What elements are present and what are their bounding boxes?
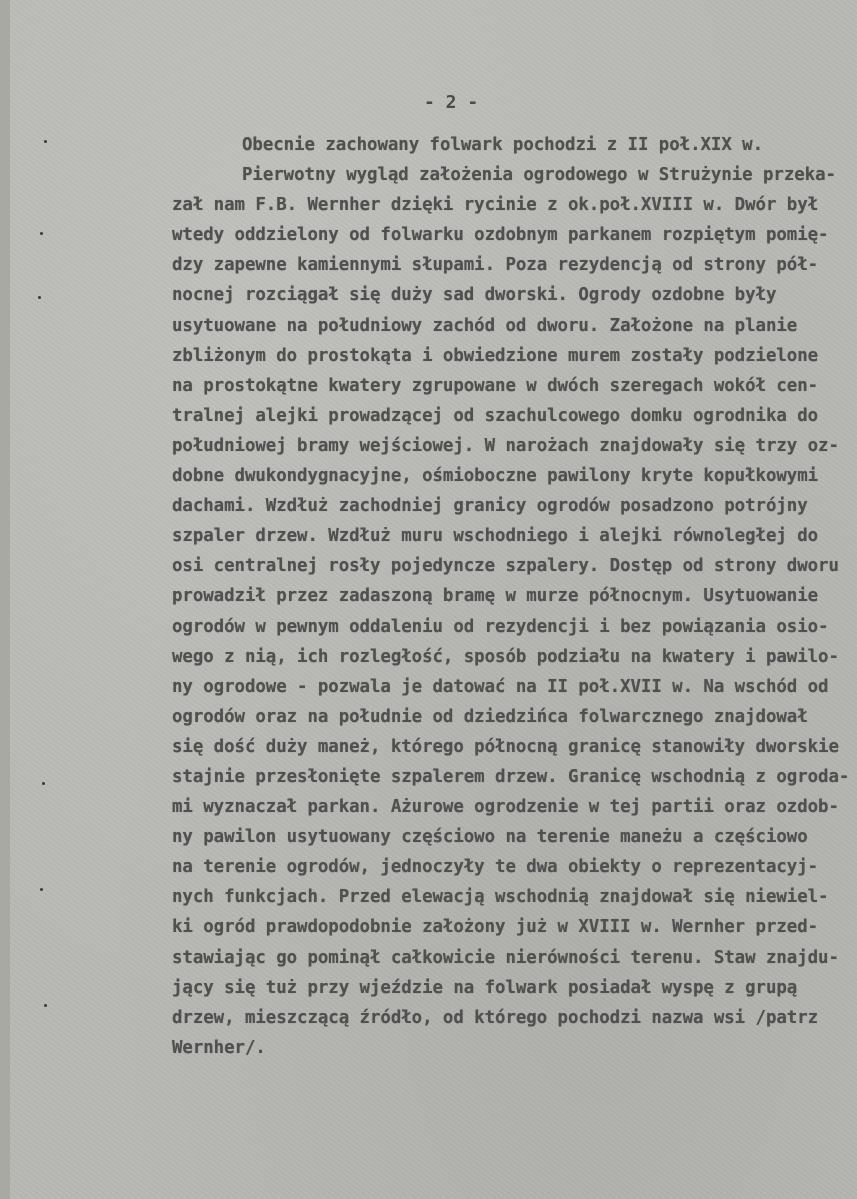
- text-line: Pierwotny wygląd założenia ogrodowego w Strużynie przeka-: [242, 165, 836, 186]
- page-number: - 2 -: [424, 92, 479, 113]
- text-line: południowej bramy wejściowej. W narożach znajdowały się trzy oz-: [172, 435, 839, 456]
- text-line: osi centralnej rosły pojedyncze szpalery. Dostęp od strony dworu: [172, 556, 839, 577]
- text-line: ogrodów oraz na południe od dziedzińca folwarcznego znajdował: [172, 706, 808, 727]
- text-line: na terenie ogrodów, jednoczyły te dwa obiekty o reprezentacyj-: [172, 857, 819, 878]
- text-line: jący się tuż przy wjeździe na folwark posiadał wyspę z grupą: [172, 977, 798, 998]
- text-line: szpaler drzew. Wzdłuż muru wschodniego i alejki równoległej do: [172, 526, 819, 547]
- text-line: dachami. Wzdłuż zachodniej granicy ogrodów posadzono potrójny: [172, 496, 808, 517]
- text-line: stajnie przesłonięte szpalerem drzew. Granicę wschodnią z ogroda-: [172, 766, 850, 787]
- text-line: mi wyznaczał parkan. Ażurowe ogrodzenie w tej partii oraz ozdob-: [172, 797, 839, 818]
- text-line: nych funkcjach. Przed elewacją wschodnią znajdował się niewiel-: [172, 887, 829, 908]
- text-line: ki ogród prawdopodobnie założony już w XVIII w. Wernher przed-: [172, 917, 819, 938]
- text-line: Obecnie zachowany folwark pochodzi z II poł.XIX w.: [242, 135, 764, 155]
- margin-mark: [44, 140, 47, 143]
- text-line: się dość duży maneż, którego północną granicę stanowiły dworskie: [172, 736, 839, 757]
- margin-mark: [40, 888, 43, 891]
- paper-edge: [0, 0, 10, 1199]
- text-line: na prostokątne kwatery zgrupowane w dwóch szeregach wokół cen-: [172, 375, 819, 396]
- margin-mark: [38, 296, 41, 299]
- text-line: nocnej rozciągał się duży sad dworski. Ogrody ozdobne były: [172, 285, 777, 306]
- text-line: prowadził przez zadaszoną bramę w murze północnym. Usytuowanie: [172, 586, 819, 607]
- text-line: zbliżonym do prostokąta i obwiedzione murem zostały podzielone: [172, 345, 819, 366]
- text-line: stawiając go pominął całkowicie nierówności terenu. Staw znajdu-: [172, 947, 839, 968]
- text-line: ogrodów w pewnym oddaleniu od rezydencji i bez powiązania osio-: [172, 616, 829, 637]
- document-body: [172, 130, 850, 1063]
- text-line: wego z nią, ich rozległość, sposób podziału na kwatery i pawilo-: [172, 646, 839, 667]
- text-line: dobne dwukondygnacyjne, ośmioboczne pawilony kryte kopułkowymi: [172, 466, 819, 487]
- margin-mark: [40, 232, 43, 235]
- text-line: usytuowane na południowy zachód od dworu. Założone na planie: [172, 315, 798, 336]
- text-line: tralnej alejki prowadzącej od szachulcowego domku ogrodnika do: [172, 405, 819, 426]
- text-line: wtedy oddzielony od folwarku ozdobnym parkanem rozpiętym pomię-: [172, 225, 829, 246]
- text-line: dzy zapewne kamiennymi słupami. Poza rezydencją od strony pół-: [172, 255, 819, 276]
- text-line: ny ogrodowe - pozwala je datować na II poł.XVII w. Na wschód od: [172, 676, 829, 697]
- margin-mark: [44, 1004, 47, 1007]
- margin-mark: [42, 782, 45, 785]
- text-line: drzew, mieszczącą źródło, od którego pochodzi nazwa wsi /patrz: [172, 1007, 819, 1028]
- text-line: Wernher/.: [172, 1037, 266, 1058]
- text-line: zał nam F.B. Wernher dzięki rycinie z ok.poł.XVIII w. Dwór był: [172, 195, 819, 216]
- text-line: ny pawilon usytuowany częściowo na terenie maneżu a częściowo: [172, 827, 808, 848]
